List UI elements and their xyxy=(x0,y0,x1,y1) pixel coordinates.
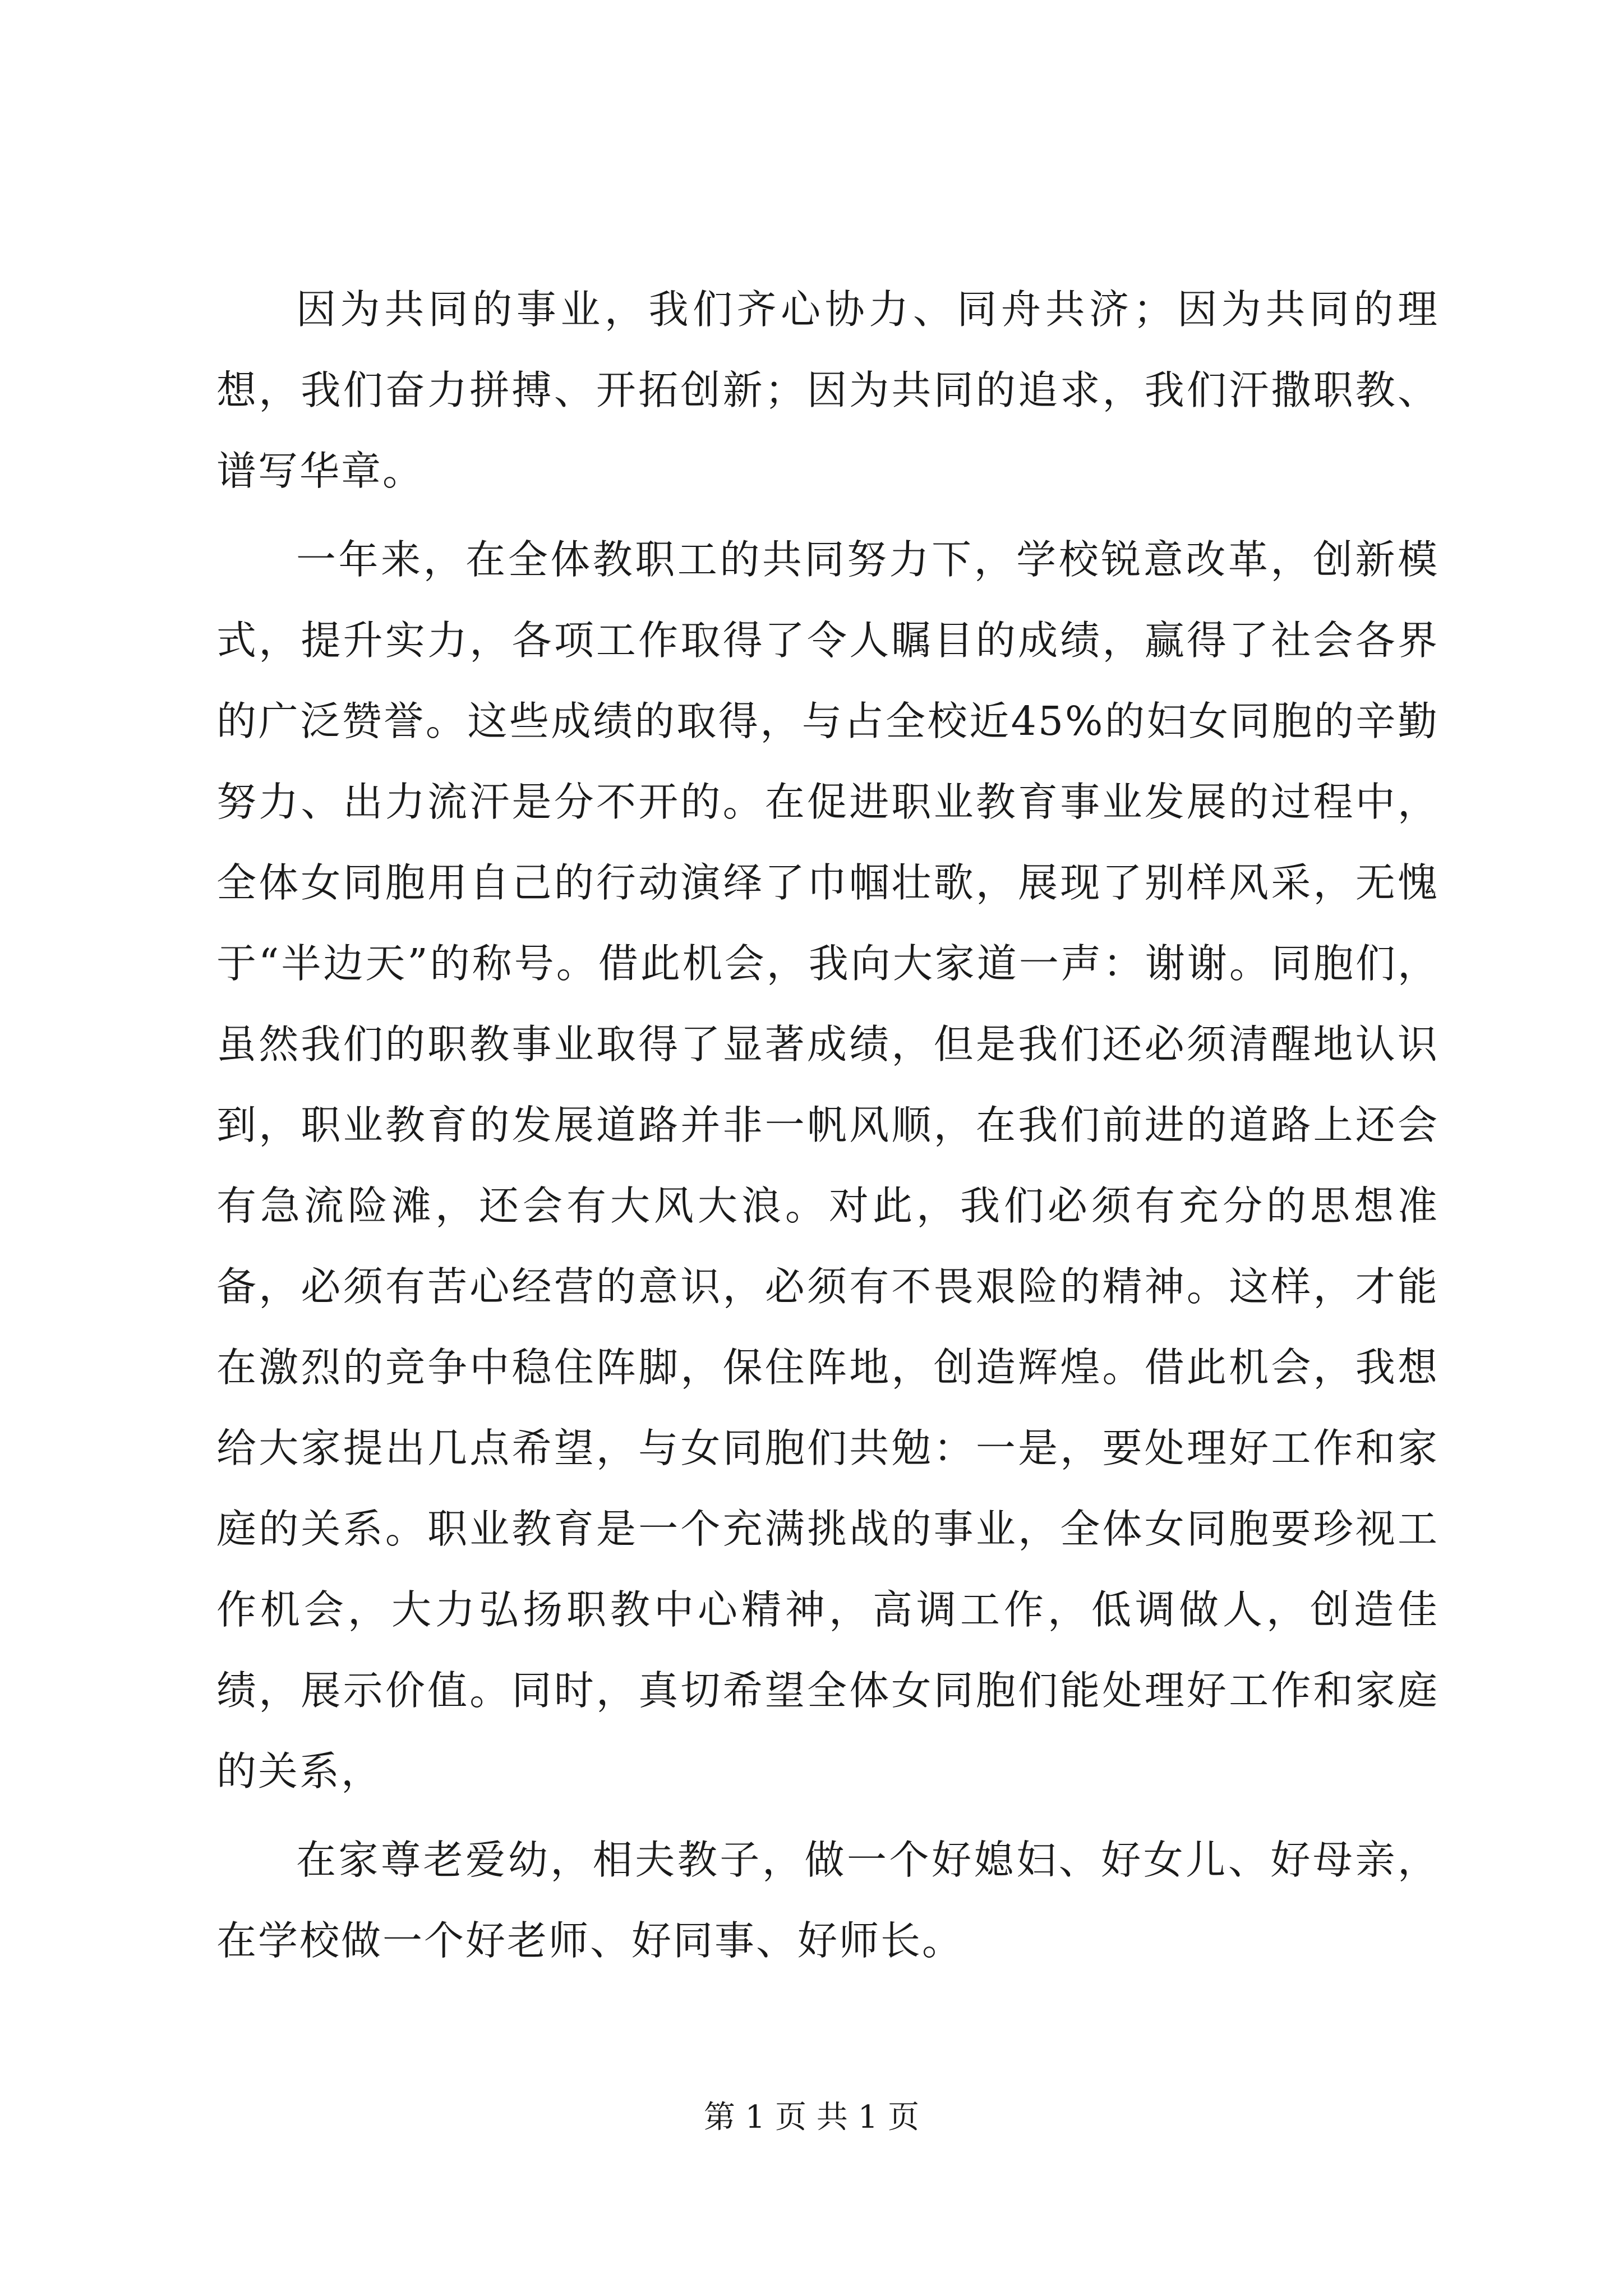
document-body xyxy=(216,269,1439,1989)
paragraph-3: 在家尊老爱幼，相夫教子，做一个好媳妇、好女儿、好母亲，在学校做一个好老师、好同事、好师长。 xyxy=(216,1837,1439,1964)
paragraph-2: 一年来，在全体教职工的共同努力下，学校锐意改革，创新模式，提升实力，各项工作取得了令人瞩目的成绩，赢得了社会各界的广泛赞誉。这些成绩的取得，与占全校近45%的妇女同胞的辛勤努力、出力流汗是分不开的。在促进职业教育事业发展的过程中，全体女同胞用自己的行动演绎了巾帼壮歌，展现了别样风采，无愧于“半边天”的称号。借此机会，我向大家道一声：谢谢。同胞们，虽然我们的职教事业取得了显著成绩，但是我们还必须清醒地认识到，职业教育的发展道路并非一帆风顺，在我们前进的道路上还会有急流险滩，还会有大风大浪。对此，我们必须有充分的思想准备，必须有苦心经营的意识，必须有不畏艰险的精神。这样，才能在激烈的竞争中稳住阵脚，保住阵地，创造辉煌。借此机会，我想给大家提出几点希望，与女同胞们共勉：一是，要处理好工作和家庭的关系。职业教育是一个充满挑战的事业，全体女同胞要珍视工作机会，大力弘扬职教中心精神，高调工作，低调做人，创造佳绩，展示价值。同时，真切希望全体女同胞们能处理好工作和家庭的关系， xyxy=(216,536,1439,1795)
page-footer: 第 1 页 共 1 页 xyxy=(703,2099,920,2136)
paragraph-1: 因为共同的事业，我们齐心协力、同舟共济；因为共同的理想，我们奋力拼搏、开拓创新；因为共同的追求，我们汗撒职教、谱写华章。 xyxy=(216,286,1439,494)
